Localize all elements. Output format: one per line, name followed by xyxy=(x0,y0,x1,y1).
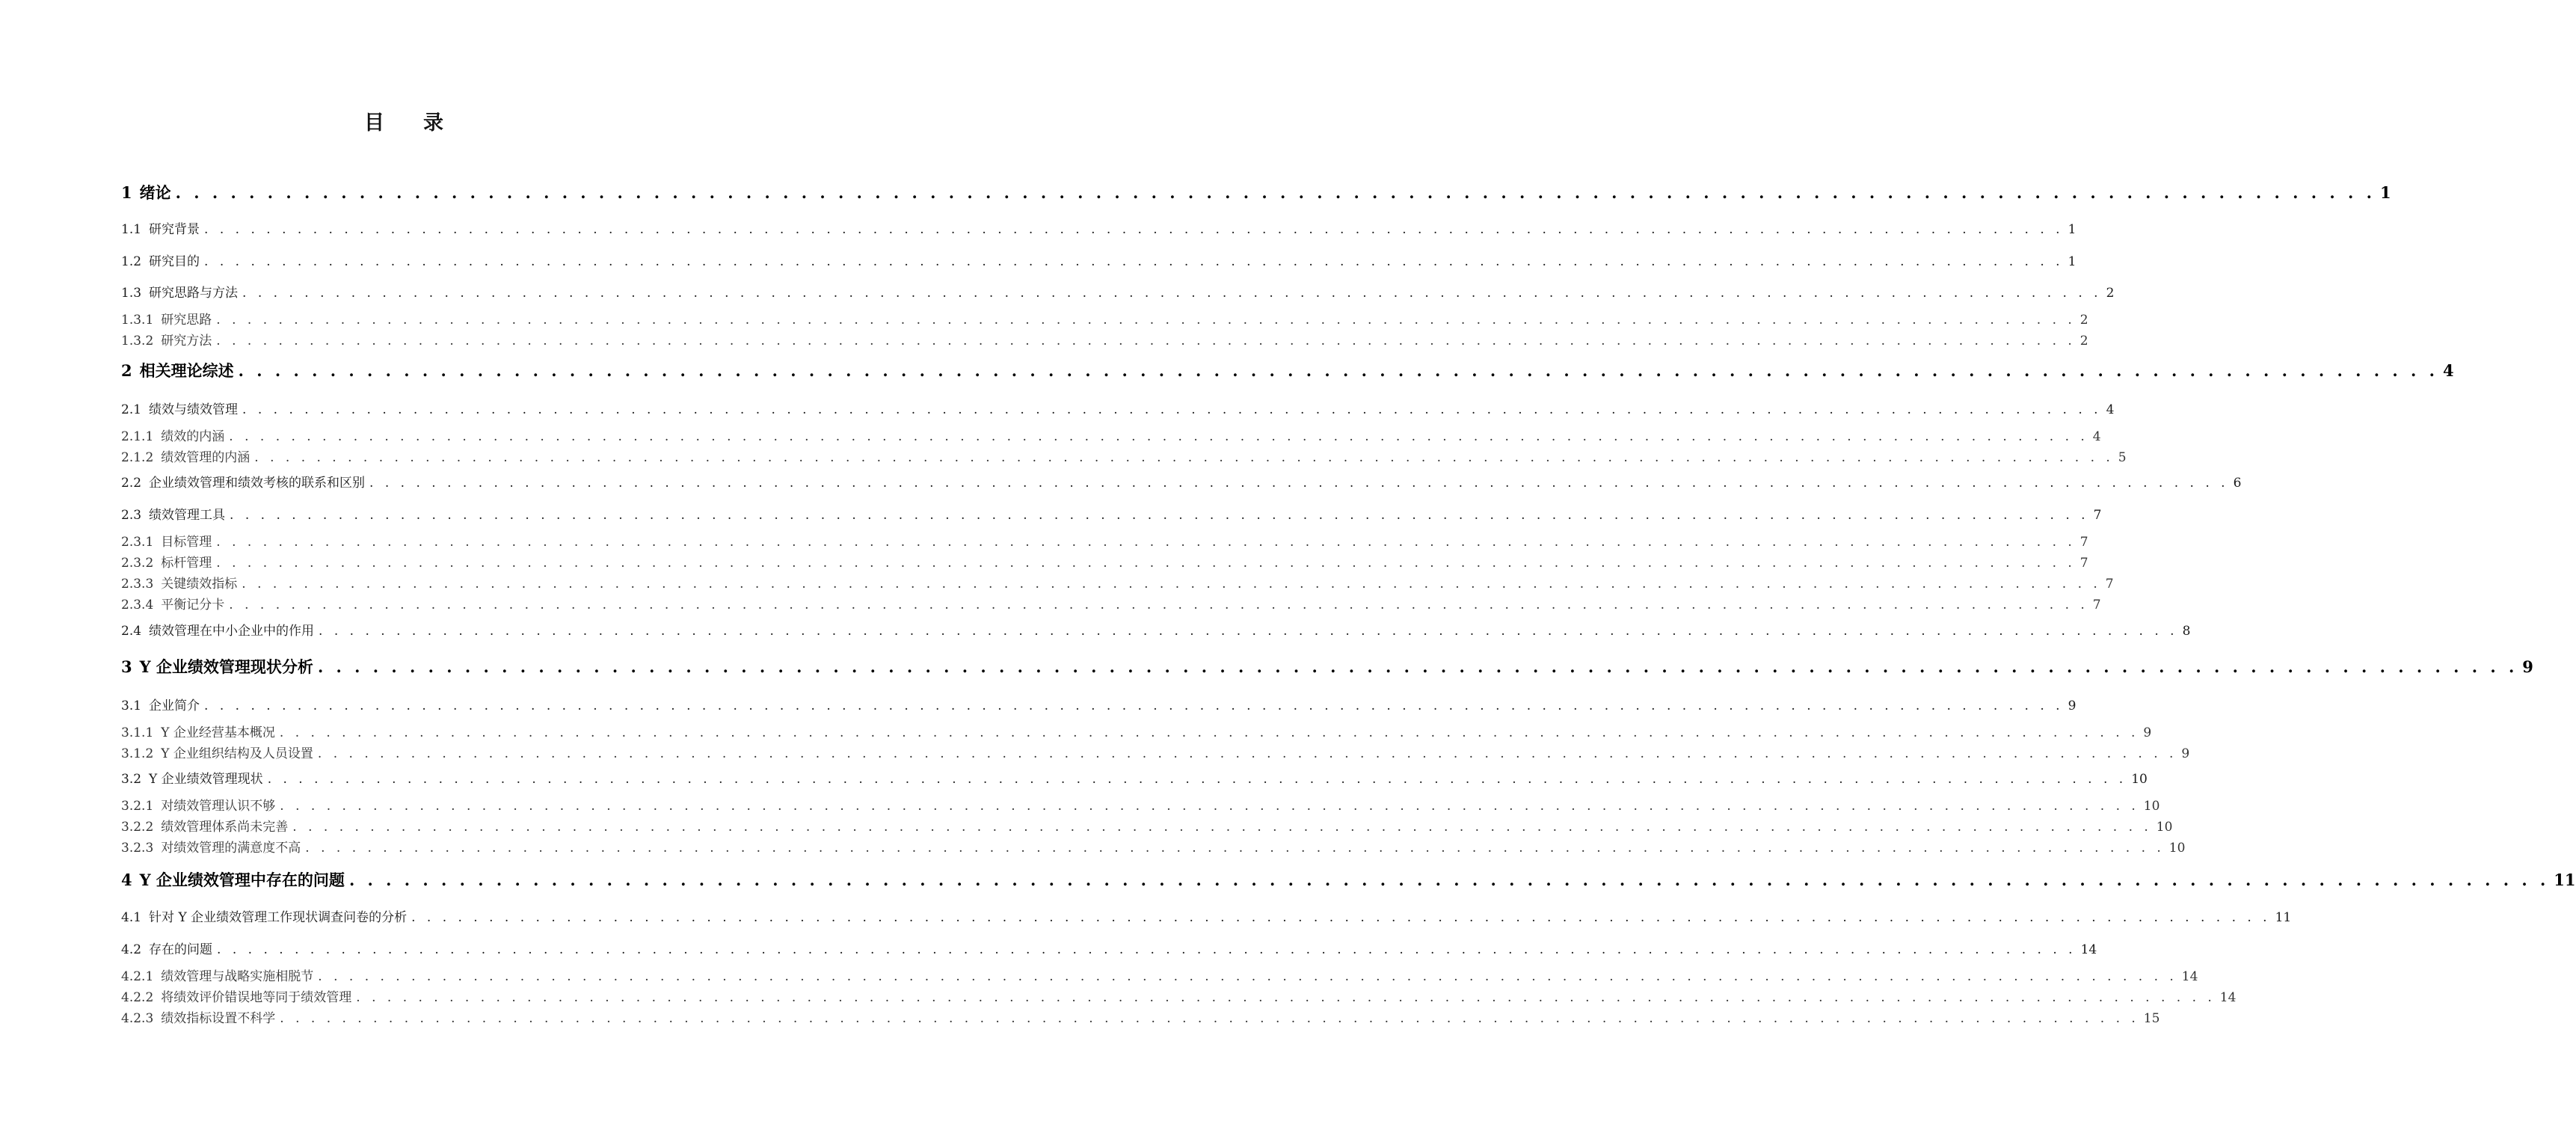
toc-entry-page: 1 xyxy=(2068,222,2077,237)
toc-entry-page: 6 xyxy=(2233,476,2242,491)
toc-entry-number: 1.1 xyxy=(121,222,142,237)
toc-entry-page: 8 xyxy=(2182,624,2191,639)
toc-entry[interactable] xyxy=(121,594,2101,613)
toc-leader-dots: . . . . . . . . . . . . . . . . . . . . . . . . . . . . . . . . . . . . . . . . . . . . . . . . . . . . . . . . . . . . . . . . . . . . . . . . . . . . . . . . . . . . . . . . . . . . . . . . . . . . . . . . . . . . . . . . . . . . . . . . xyxy=(319,624,2178,639)
toc-entry[interactable] xyxy=(121,446,2127,465)
toc-entry[interactable] xyxy=(121,939,2097,957)
toc-entry[interactable] xyxy=(121,426,2101,444)
toc-title-left: 目 xyxy=(364,111,384,135)
toc-entry-page: 7 xyxy=(2079,535,2088,550)
toc-entry-number: 1.3.2 xyxy=(121,334,154,349)
toc-leader-dots: . . . . . . . . . . . . . . . . . . . . . . . . . . . . . . . . . . . . . . . . . . . . . . . . . . . . . . . . . . . . . . . . . . . . . . . . . . . . . . . . . . . . . . . . . . . . . . . . . . . . . . . . . . . . . . . . . . . . . . . . xyxy=(279,725,2139,740)
toc-entry-title: 绩效管理体系尚未完善 xyxy=(161,820,289,835)
toc-entry-number: 1.3.1 xyxy=(121,313,154,328)
toc-entry-number: 2.4 xyxy=(121,624,142,639)
toc-entry-page: 7 xyxy=(2079,556,2088,571)
toc-entry[interactable] xyxy=(121,282,2115,301)
toc-entry-page: 10 xyxy=(2143,799,2160,814)
toc-leader-dots: . . . . . . . . . . . . . . . . . . . . . . . . . . . . . . . . . . . . . . . . . . . . . . . . . . . . . . . . . . . . . . . . . . . . . . . . . . . . . . . . . . . . . . . . . . . . . . . . . . . . . . . . . . . . . . . . . . . . . . . . xyxy=(317,746,2177,761)
toc-entry-number: 1 xyxy=(121,183,132,202)
toc-entry-page: 9 xyxy=(2181,746,2190,761)
toc-entry-title: Y 企业绩效管理现状 xyxy=(149,772,263,787)
toc-entry-title: 研究思路 xyxy=(161,313,212,328)
toc-entry-number: 3.2.1 xyxy=(121,799,154,814)
toc-leader-dots: . . . . . . . . . . . . . . . . . . . . . . . . . . . . . . . . . . . . . . . . . . . . . . . . . . . . . . . . . . . . . . . . . . . . . . . . . . . . . . . . . . . . . . . . . . . . . . . . . . . . . . . . . . . . . . . . . . . . . . . . xyxy=(254,450,2114,465)
toc-entry-title: 目标管理 xyxy=(161,535,212,550)
toc-leader-dots: . . . . . . . . . . . . . . . . . . . . . . . . . . . . . . . . . . . . . . . . . . . . . . . . . . . . . . . . . . . . . . . . . . . . . . . . . . . . . . . . . . . . . . . . . . . . . . . . . . . . . . . . . . . . . . . . . . . . . . . . xyxy=(280,1011,2139,1026)
toc-entry-title: 将绩效评价错误地等同于绩效管理 xyxy=(161,990,352,1005)
toc-entry[interactable] xyxy=(121,251,2077,269)
toc-entry[interactable] xyxy=(121,181,2391,203)
toc-entry-number: 4.1 xyxy=(121,910,142,925)
toc-entry-title: 研究思路与方法 xyxy=(149,286,239,301)
toc-entry-page: 7 xyxy=(2105,577,2114,592)
toc-entry[interactable] xyxy=(121,655,2533,678)
toc-entry-page: 10 xyxy=(2168,841,2186,856)
toc-entry-title: 绪论 xyxy=(139,183,171,202)
toc-entry-number: 4.2 xyxy=(121,942,142,957)
toc-leader-dots: . . . . . . . . . . . . . . . . . . . . . . . . . . . . . . . . . . . . . . . . . . . . . . . . . . . . . . . . . . . . . . . . . . . . . . . . . . . . . . . . . . . . . . . . . . . . . . . . . . . . . . . . . . . . . . . . . . . . . . . . xyxy=(348,871,2550,889)
toc-entry-page: 2 xyxy=(2079,313,2088,328)
toc-leader-dots: . . . . . . . . . . . . . . . . . . . . . . . . . . . . . . . . . . . . . . . . . . . . . . . . . . . . . . . . . . . . . . . . . . . . . . . . . . . . . . . . . . . . . . . . . . . . . . . . . . . . . . . . . . . . . . . . . . . . . . . . xyxy=(369,476,2229,491)
toc-entry-number: 2 xyxy=(121,361,132,380)
toc-entry[interactable] xyxy=(121,620,2191,639)
toc-entry-number: 3.2 xyxy=(121,772,142,787)
toc-entry-title: 绩效的内涵 xyxy=(161,429,225,444)
toc-entry-title: 存在的问题 xyxy=(149,942,213,957)
toc-entry-page: 1 xyxy=(2379,183,2391,202)
toc-entry-page: 10 xyxy=(2156,820,2173,835)
toc-entry-number: 3.1 xyxy=(121,699,142,713)
toc-entry-title: 研究目的 xyxy=(149,254,200,269)
toc-entry-title: 对绩效管理认识不够 xyxy=(161,799,276,814)
toc-entry-page: 2 xyxy=(2079,334,2088,349)
toc-entry[interactable] xyxy=(121,906,2292,925)
toc-entry[interactable] xyxy=(121,816,2173,835)
toc-entry-page: 7 xyxy=(2092,598,2101,613)
toc-entry-number: 2.2 xyxy=(121,476,142,491)
toc-entry[interactable] xyxy=(121,472,2242,491)
toc-entry-page: 9 xyxy=(2143,725,2152,740)
toc-entry-title: 绩效管理的内涵 xyxy=(161,450,250,465)
toc-entry-title: 针对 Y 企业绩效管理工作现状调查问卷的分析 xyxy=(149,910,408,925)
toc-leader-dots: . . . . . . . . . . . . . . . . . . . . . . . . . . . . . . . . . . . . . . . . . . . . . . . . . . . . . . . . . . . . . . . . . . . . . . . . . . . . . . . . . . . . . . . . . . . . . . . . . . . . . . . . . . . . . . . . . . . . . . . . xyxy=(238,361,2438,380)
toc-entry-number: 2.3.2 xyxy=(121,556,154,571)
toc-entry-number: 4.2.2 xyxy=(121,990,154,1005)
toc-entry-title: 对绩效管理的满意度不高 xyxy=(161,841,301,856)
toc-entry-page: 1 xyxy=(2068,254,2077,269)
toc-entry[interactable] xyxy=(121,552,2088,571)
toc-entry-title: 绩效与绩效管理 xyxy=(149,402,239,417)
toc-entry-number: 2.1 xyxy=(121,402,142,417)
toc-entry-title: 研究背景 xyxy=(149,222,200,237)
toc-entry[interactable] xyxy=(121,868,2576,891)
toc-entry-title: 企业简介 xyxy=(149,699,200,713)
toc-entry-number: 2.3.3 xyxy=(121,577,154,592)
toc-title xyxy=(0,106,808,135)
toc-entry-title: Y 企业经营基本概况 xyxy=(161,725,275,740)
toc-entry-number: 2.3 xyxy=(121,508,142,523)
toc-entry-title: 标杆管理 xyxy=(161,556,212,571)
toc-entry-number: 3.1.1 xyxy=(121,725,154,740)
toc-entry-number: 3 xyxy=(121,657,132,676)
toc-leader-dots: . . . . . . . . . . . . . . . . . . . . . . . . . . . . . . . . . . . . . . . . . . . . . . . . . . . . . . . . . . . . . . . . . . . . . . . . . . . . . . . . . . . . . . . . . . . . . . . . . . . . . . . . . . . . . . . . . . . . . . . . xyxy=(411,910,2271,925)
toc-entry-page: 4 xyxy=(2092,429,2101,444)
toc-entry-number: 4 xyxy=(121,871,132,889)
toc-entry-page: 11 xyxy=(2275,910,2292,925)
toc-leader-dots: . . . . . . . . . . . . . . . . . . . . . . . . . . . . . . . . . . . . . . . . . . . . . . . . . . . . . . . . . . . . . . . . . . . . . . . . . . . . . . . . . . . . . . . . . . . . . . . . . . . . . . . . . . . . . . . . . . . . . . . . xyxy=(204,254,2064,269)
toc-leader-dots: . . . . . . . . . . . . . . . . . . . . . . . . . . . . . . . . . . . . . . . . . . . . . . . . . . . . . . . . . . . . . . . . . . . . . . . . . . . . . . . . . . . . . . . . . . . . . . . . . . . . . . . . . . . . . . . . . . . . . . . . xyxy=(204,699,2064,713)
toc-entry[interactable] xyxy=(121,330,2088,349)
toc-leader-dots: . . . . . . . . . . . . . . . . . . . . . . . . . . . . . . . . . . . . . . . . . . . . . . . . . . . . . . . . . . . . . . . . . . . . . . . . . . . . . . . . . . . . . . . . . . . . . . . . . . . . . . . . . . . . . . . . . . . . . . . . xyxy=(317,657,2518,676)
toc-entry[interactable] xyxy=(121,795,2160,814)
toc-entry-title: 关键绩效指标 xyxy=(161,577,238,592)
toc-entry-number: 3.1.2 xyxy=(121,746,154,761)
toc-leader-dots: . . . . . . . . . . . . . . . . . . . . . . . . . . . . . . . . . . . . . . . . . . . . . . . . . . . . . . . . . . . . . . . . . . . . . . . . . . . . . . . . . . . . . . . . . . . . . . . . . . . . . . . . . . . . . . . . . . . . . . . . xyxy=(356,990,2216,1005)
toc-entry[interactable] xyxy=(121,768,2148,787)
toc-entry[interactable] xyxy=(121,837,2186,856)
toc-entry-title: 绩效指标设置不科学 xyxy=(161,1011,276,1026)
toc-entry[interactable] xyxy=(121,966,2198,984)
toc-entry-number: 3.2.3 xyxy=(121,841,154,856)
toc-leader-dots: . . . . . . . . . . . . . . . . . . . . . . . . . . . . . . . . . . . . . . . . . . . . . . . . . . . . . . . . . . . . . . . . . . . . . . . . . . . . . . . . . . . . . . . . . . . . . . . . . . . . . . . . . . . . . . . . . . . . . . . . xyxy=(216,334,2076,349)
toc-entry-title: Y 企业组织结构及人员设置 xyxy=(161,746,313,761)
toc-entry-title: 平衡记分卡 xyxy=(161,598,225,613)
toc-entry-title: 绩效管理工具 xyxy=(149,508,226,523)
toc-leader-dots: . . . . . . . . . . . . . . . . . . . . . . . . . . . . . . . . . . . . . . . . . . . . . . . . . . . . . . . . . . . . . . . . . . . . . . . . . . . . . . . . . . . . . . . . . . . . . . . . . . . . . . . . . . . . . . . . . . . . . . . . xyxy=(229,429,2088,444)
toc-leader-dots: . . . . . . . . . . . . . . . . . . . . . . . . . . . . . . . . . . . . . . . . . . . . . . . . . . . . . . . . . . . . . . . . . . . . . . . . . . . . . . . . . . . . . . . . . . . . . . . . . . . . . . . . . . . . . . . . . . . . . . . . xyxy=(305,841,2165,856)
toc-entry[interactable] xyxy=(121,399,2115,417)
toc-entry[interactable] xyxy=(121,743,2190,761)
toc-entry-number: 1.2 xyxy=(121,254,142,269)
toc-leader-dots: . . . . . . . . . . . . . . . . . . . . . . . . . . . . . . . . . . . . . . . . . . . . . . . . . . . . . . . . . . . . . . . . . . . . . . . . . . . . . . . . . . . . . . . . . . . . . . . . . . . . . . . . . . . . . . . . . . . . . . . . xyxy=(267,772,2127,787)
toc-leader-dots: . . . . . . . . . . . . . . . . . . . . . . . . . . . . . . . . . . . . . . . . . . . . . . . . . . . . . . . . . . . . . . . . . . . . . . . . . . . . . . . . . . . . . . . . . . . . . . . . . . . . . . . . . . . . . . . . . . . . . . . . xyxy=(217,942,2077,957)
toc-entry[interactable] xyxy=(121,218,2077,237)
toc-entry-page: 5 xyxy=(2118,450,2127,465)
toc-entry-page: 14 xyxy=(2219,990,2237,1005)
toc-entry-page: 10 xyxy=(2131,772,2148,787)
toc-entry-title: Y 企业绩效管理中存在的问题 xyxy=(139,871,345,889)
toc-entry-page: 2 xyxy=(2106,286,2115,301)
toc-leader-dots: . . . . . . . . . . . . . . . . . . . . . . . . . . . . . . . . . . . . . . . . . . . . . . . . . . . . . . . . . . . . . . . . . . . . . . . . . . . . . . . . . . . . . . . . . . . . . . . . . . . . . . . . . . . . . . . . . . . . . . . . xyxy=(280,799,2139,814)
toc-entry-title: Y 企业绩效管理现状分析 xyxy=(139,657,313,676)
toc-entry-page: 4 xyxy=(2106,402,2115,417)
toc-entry[interactable] xyxy=(121,986,2237,1005)
toc-leader-dots: . . . . . . . . . . . . . . . . . . . . . . . . . . . . . . . . . . . . . . . . . . . . . . . . . . . . . . . . . . . . . . . . . . . . . . . . . . . . . . . . . . . . . . . . . . . . . . . . . . . . . . . . . . . . . . . . . . . . . . . . xyxy=(216,313,2076,328)
toc-leader-dots: . . . . . . . . . . . . . . . . . . . . . . . . . . . . . . . . . . . . . . . . . . . . . . . . . . . . . . . . . . . . . . . . . . . . . . . . . . . . . . . . . . . . . . . . . . . . . . . . . . . . . . . . . . . . . . . . . . . . . . . . xyxy=(242,402,2102,417)
toc-entry-page: 15 xyxy=(2143,1011,2160,1026)
toc-entry[interactable] xyxy=(121,531,2088,550)
toc-entry[interactable] xyxy=(121,359,2454,381)
toc-leader-dots: . . . . . . . . . . . . . . . . . . . . . . . . . . . . . . . . . . . . . . . . . . . . . . . . . . . . . . . . . . . . . . . . . . . . . . . . . . . . . . . . . . . . . . . . . . . . . . . . . . . . . . . . . . . . . . . . . . . . . . . . xyxy=(216,556,2076,571)
toc-entry[interactable] xyxy=(121,573,2114,592)
toc-leader-dots: . . . . . . . . . . . . . . . . . . . . . . . . . . . . . . . . . . . . . . . . . . . . . . . . . . . . . . . . . . . . . . . . . . . . . . . . . . . . . . . . . . . . . . . . . . . . . . . . . . . . . . . . . . . . . . . . . . . . . . . . xyxy=(242,286,2102,301)
toc-entry[interactable] xyxy=(121,1007,2160,1026)
toc-entry-number: 2.1.2 xyxy=(121,450,154,465)
toc-entry-number: 2.3.1 xyxy=(121,535,154,550)
toc-entry-page: 14 xyxy=(2080,942,2097,957)
toc-leader-dots: . . . . . . . . . . . . . . . . . . . . . . . . . . . . . . . . . . . . . . . . . . . . . . . . . . . . . . . . . . . . . . . . . . . . . . . . . . . . . . . . . . . . . . . . . . . . . . . . . . . . . . . . . . . . . . . . . . . . . . . . xyxy=(242,577,2101,592)
toc-entry-number: 2.1.1 xyxy=(121,429,154,444)
toc-entry[interactable] xyxy=(121,722,2152,740)
toc-entry-title: 研究方法 xyxy=(161,334,212,349)
toc-entry[interactable] xyxy=(121,309,2088,328)
toc-entry-title: 绩效管理在中小企业中的作用 xyxy=(149,624,315,639)
toc-leader-dots: . . . . . . . . . . . . . . . . . . . . . . . . . . . . . . . . . . . . . . . . . . . . . . . . . . . . . . . . . . . . . . . . . . . . . . . . . . . . . . . . . . . . . . . . . . . . . . . . . . . . . . . . . . . . . . . . . . . . . . . . xyxy=(175,183,2376,202)
toc-entry-number: 1.3 xyxy=(121,286,142,301)
toc-entry-page: 7 xyxy=(2093,508,2102,523)
toc-leader-dots: . . . . . . . . . . . . . . . . . . . . . . . . . . . . . . . . . . . . . . . . . . . . . . . . . . . . . . . . . . . . . . . . . . . . . . . . . . . . . . . . . . . . . . . . . . . . . . . . . . . . . . . . . . . . . . . . . . . . . . . . xyxy=(204,222,2064,237)
toc-leader-dots: . . . . . . . . . . . . . . . . . . . . . . . . . . . . . . . . . . . . . . . . . . . . . . . . . . . . . . . . . . . . . . . . . . . . . . . . . . . . . . . . . . . . . . . . . . . . . . . . . . . . . . . . . . . . . . . . . . . . . . . . xyxy=(318,969,2177,984)
toc-entry-page: 11 xyxy=(2554,871,2576,889)
toc-entry-number: 2.3.4 xyxy=(121,598,154,613)
toc-entry-title: 相关理论综述 xyxy=(139,361,234,380)
toc-leader-dots: . . . . . . . . . . . . . . . . . . . . . . . . . . . . . . . . . . . . . . . . . . . . . . . . . . . . . . . . . . . . . . . . . . . . . . . . . . . . . . . . . . . . . . . . . . . . . . . . . . . . . . . . . . . . . . . . . . . . . . . . xyxy=(292,820,2152,835)
toc-title-right: 录 xyxy=(423,111,443,135)
toc-entry-number: 4.2.1 xyxy=(121,969,154,984)
toc-leader-dots: . . . . . . . . . . . . . . . . . . . . . . . . . . . . . . . . . . . . . . . . . . . . . . . . . . . . . . . . . . . . . . . . . . . . . . . . . . . . . . . . . . . . . . . . . . . . . . . . . . . . . . . . . . . . . . . . . . . . . . . . xyxy=(216,535,2076,550)
toc-entry-title: 绩效管理与战略实施相脱节 xyxy=(161,969,314,984)
toc-leader-dots: . . . . . . . . . . . . . . . . . . . . . . . . . . . . . . . . . . . . . . . . . . . . . . . . . . . . . . . . . . . . . . . . . . . . . . . . . . . . . . . . . . . . . . . . . . . . . . . . . . . . . . . . . . . . . . . . . . . . . . . . xyxy=(229,598,2088,613)
toc-entry-title: 企业绩效管理和绩效考核的联系和区别 xyxy=(149,476,366,491)
toc-entry-number: 3.2.2 xyxy=(121,820,154,835)
toc-entry-page: 4 xyxy=(2442,361,2454,380)
toc-entry-page: 14 xyxy=(2181,969,2198,984)
toc-leader-dots: . . . . . . . . . . . . . . . . . . . . . . . . . . . . . . . . . . . . . . . . . . . . . . . . . . . . . . . . . . . . . . . . . . . . . . . . . . . . . . . . . . . . . . . . . . . . . . . . . . . . . . . . . . . . . . . . . . . . . . . . xyxy=(230,508,2089,523)
toc-entry-page: 9 xyxy=(2068,699,2077,713)
toc-entry-number: 4.2.3 xyxy=(121,1011,154,1026)
toc-entry[interactable] xyxy=(121,695,2077,713)
toc-entry-page: 9 xyxy=(2522,657,2533,676)
toc-entry[interactable] xyxy=(121,504,2102,523)
